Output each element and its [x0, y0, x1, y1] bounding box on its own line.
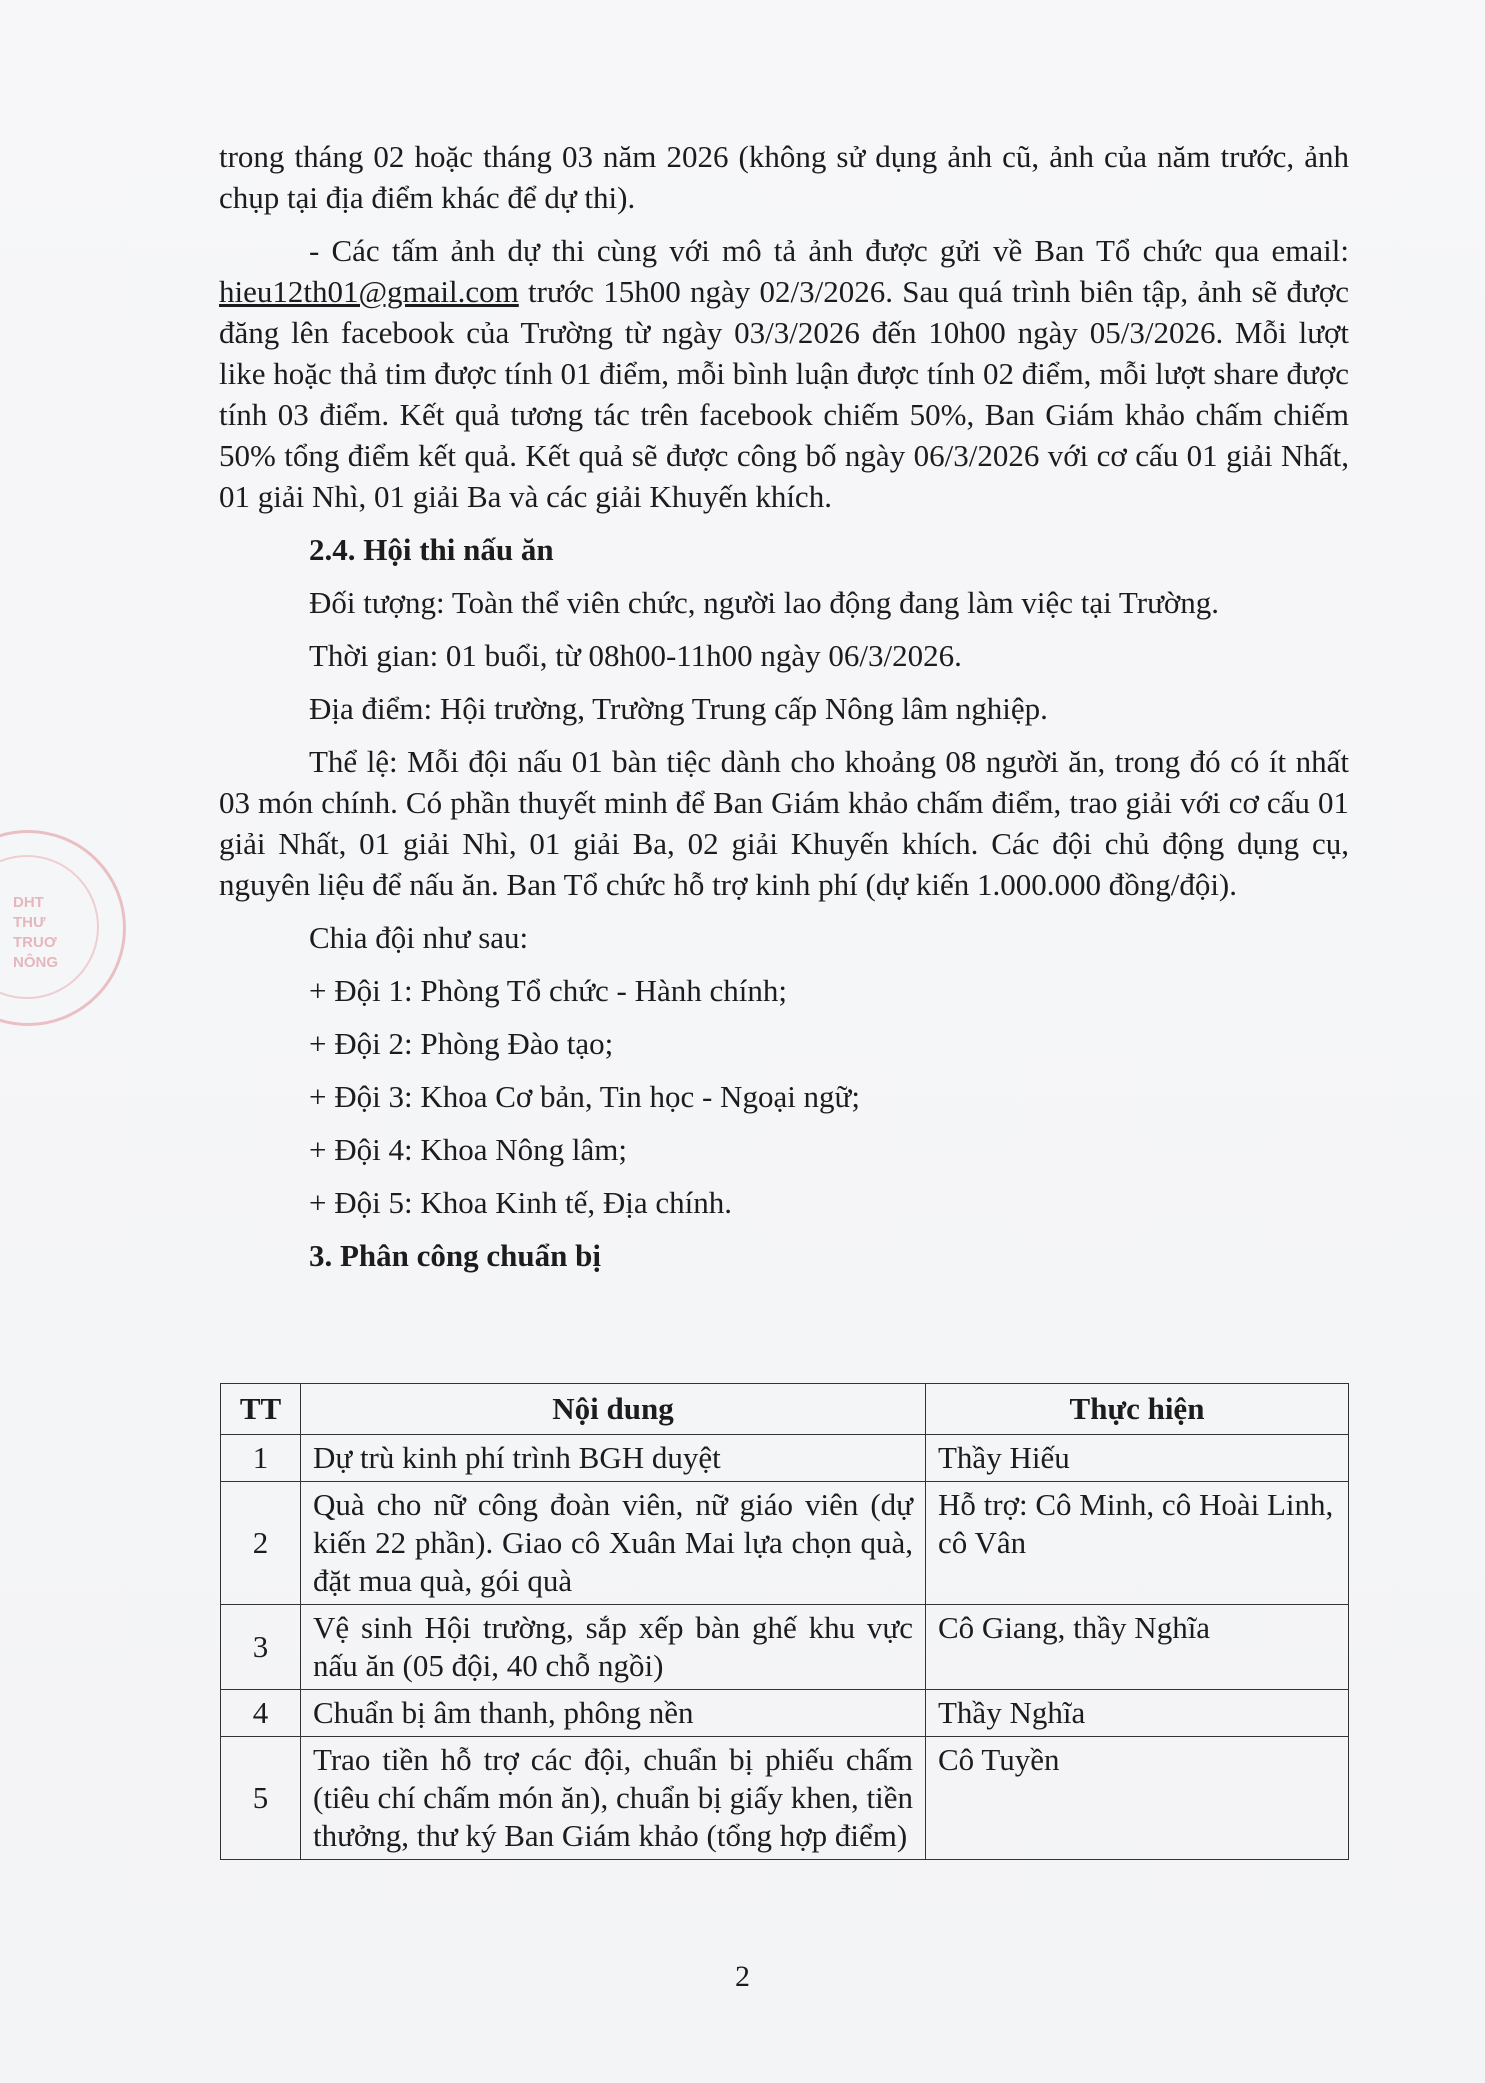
row-content: Quà cho nữ công đoàn viên, nữ giáo viên (dự kiến 22 phần). Giao cô Xuân Mai lựa chọn quà, đặt mua quà, gói quà: [301, 1482, 926, 1605]
team-item: + Đội 2: Phòng Đào tạo;: [309, 1026, 614, 1061]
table-header-row: [221, 1384, 1349, 1435]
intro-paragraph-1: trong tháng 02 hoặc tháng 03 năm 2026 (không sử dụng ảnh cũ, ảnh của năm trước, ảnh chụp tại địa điểm khác để dự thi).: [219, 139, 1349, 215]
stamp-line: TRUƠ: [13, 934, 57, 951]
row-content: Vệ sinh Hội trường, sắp xếp bàn ghế khu vực nấu ăn (05 đội, 40 chỗ ngồi): [301, 1605, 926, 1690]
team-item: + Đội 5: Khoa Kinh tế, Địa chính.: [309, 1185, 732, 1220]
table-row: [221, 1605, 1349, 1690]
section-3-heading: 3. Phân công chuẩn bị: [309, 1238, 602, 1273]
row-assignee: Thầy Hiếu: [926, 1435, 1349, 1482]
stamp-line: THƯ: [13, 914, 46, 931]
dia-diem-line: Địa điểm: Hội trường, Trường Trung cấp Nông lâm nghiệp.: [309, 691, 1048, 726]
header-noi-dung: Nội dung: [301, 1384, 926, 1435]
para2-text-after: trước 15h00 ngày 02/3/2026. Sau quá trình biên tập, ảnh sẽ được đăng lên facebook của Trường từ ngày 03/3/2026 đến 10h00 ngày 05/3/2026. Mỗi lượt like hoặc thả tim được tính 01 điểm, mỗi bình luận được tính 02 điểm, mỗi lượt share được tính 03 điểm. Kết quả tương tác trên facebook chiếm 50%, Ban Giám khảo chấm chiếm 50% tổng điểm kết quả. Kết quả sẽ được công bố ngày 06/3/2026 với cơ cấu 01 giải Nhất, 01 giải Nhì, 01 giải Ba và các giải Khuyến khích.: [219, 274, 1349, 514]
doi-tuong-line: Đối tượng: Toàn thể viên chức, người lao động đang làm việc tại Trường.: [309, 585, 1220, 620]
table-row: [221, 1435, 1349, 1482]
chia-doi-line: Chia đội như sau:: [309, 920, 529, 955]
section-2-4-heading: 2.4. Hội thi nấu ăn: [309, 532, 554, 567]
stamp-line: DHT: [13, 894, 44, 911]
row-tt: 5: [221, 1737, 301, 1860]
row-tt: 4: [221, 1690, 301, 1737]
table-row: [221, 1482, 1349, 1605]
table-row: [221, 1737, 1349, 1860]
row-tt: 1: [221, 1435, 301, 1482]
header-thuc-hien: Thực hiện: [926, 1384, 1349, 1435]
assignment-table: [220, 1383, 1349, 1860]
red-seal-stamp: [0, 830, 126, 1026]
row-tt: 3: [221, 1605, 301, 1690]
team-item: + Đội 4: Khoa Nông lâm;: [309, 1132, 627, 1167]
header-tt: TT: [221, 1384, 301, 1435]
team-item: + Đội 3: Khoa Cơ bản, Tin học - Ngoại ngữ;: [309, 1079, 860, 1114]
document-body: [219, 136, 1349, 1276]
email-link[interactable]: hieu12th01@gmail.com: [219, 274, 519, 309]
row-content: Chuẩn bị âm thanh, phông nền: [301, 1690, 926, 1737]
intro-paragraph-2: [219, 230, 1349, 517]
row-content: Dự trù kinh phí trình BGH duyệt: [301, 1435, 926, 1482]
row-tt: 2: [221, 1482, 301, 1605]
row-assignee: Cô Tuyền: [926, 1737, 1349, 1860]
stamp-text: [13, 893, 58, 973]
row-assignee: Thầy Nghĩa: [926, 1690, 1349, 1737]
para2-text-before: - Các tấm ảnh dự thi cùng với mô tả ảnh được gửi về Ban Tổ chức qua email:: [309, 233, 1349, 268]
row-assignee: Hỗ trợ: Cô Minh, cô Hoài Linh, cô Vân: [926, 1482, 1349, 1605]
thoi-gian-line: Thời gian: 01 buổi, từ 08h00-11h00 ngày 06/3/2026.: [309, 638, 962, 673]
page-number: 2: [735, 1960, 750, 1993]
team-item: + Đội 1: Phòng Tổ chức - Hành chính;: [309, 973, 787, 1008]
row-assignee: Cô Giang, thầy Nghĩa: [926, 1605, 1349, 1690]
the-le-paragraph: Thể lệ: Mỗi đội nấu 01 bàn tiệc dành cho khoảng 08 người ăn, trong đó có ít nhất 03 món chính. Có phần thuyết minh để Ban Giám khảo chấm điểm, trao giải với cơ cấu 01 giải Nhất, 01 giải Nhì, 01 giải Ba, 02 giải Khuyến khích. Các đội chủ động dụng cụ, nguyên liệu để nấu ăn. Ban Tổ chức hỗ trợ kinh phí (dự kiến 1.000.000 đồng/đội).: [219, 744, 1349, 902]
row-content: Trao tiền hỗ trợ các đội, chuẩn bị phiếu chấm (tiêu chí chấm món ăn), chuẩn bị giấy khen, tiền thưởng, thư ký Ban Giám khảo (tổng hợp điểm): [301, 1737, 926, 1860]
table-row: [221, 1690, 1349, 1737]
stamp-line: NÔNG: [13, 954, 58, 971]
